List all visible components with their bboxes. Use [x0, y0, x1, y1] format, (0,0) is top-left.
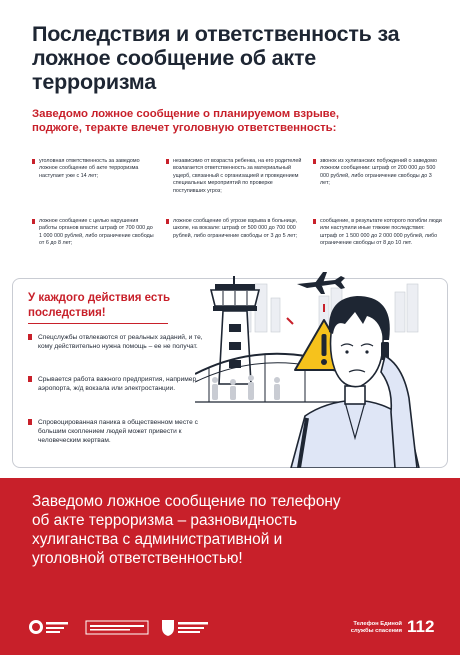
bullet-marker — [28, 334, 32, 340]
fact-text: звонок из хулиганских побуждений о заведомо ложном сообщении: штраф от 200 000 до 500 000 рублей, либо ограничение свободы до 3 лет; — [320, 158, 437, 187]
divider — [28, 323, 168, 324]
ministry-shield-logo — [162, 620, 208, 636]
government-emblem-logo — [29, 620, 68, 634]
bullet-marker — [313, 159, 316, 164]
bullet-marker — [166, 219, 169, 224]
bullet-marker — [28, 419, 32, 425]
bullet-marker — [166, 159, 169, 164]
fact-item — [313, 158, 443, 188]
hotline-label: Телефон Единой службы спасения — [350, 621, 402, 634]
fact-text: независимо от возраста ребенка, на его родителей возлагается ответственность за материальный ущерб, связанный с организацией и проведением специальных мероприятий по проверке поступивших угроз; — [173, 158, 302, 194]
airport-illustration — [195, 262, 425, 468]
fact-text: ложное сообщение об угрозе взрыва в больнице, школе, на вокзале: штраф от 500 000 до 700 000 рублей, либо ограничение свободы от 3 до 5 лет; — [173, 218, 298, 239]
consequence-text: Спровоцированная паника в общественном месте с большим скоплением людей может привести к человеческим жертвам. — [38, 419, 198, 444]
banner-text: Заведомо ложное сообщение по телефону об акте терроризма – разновидность хулиганства с административной и уголовной ответственностью! — [32, 493, 341, 567]
fact-item — [313, 218, 443, 248]
fact-item — [166, 158, 304, 195]
fact-item — [32, 218, 157, 248]
partner-logos — [28, 617, 218, 637]
consequence-text: Срывается работа важного предприятия, например, аэропорта, ж/д вокзала или электростанции. — [38, 376, 198, 392]
hotline-number: 112 — [407, 617, 435, 636]
page-title: Последствия и ответственность за ложное сообщение об акте терроризма — [32, 22, 400, 94]
fact-text: уголовная ответственность за заведомо ложное сообщение об акте терроризма наступает уже с 14 лет; — [39, 158, 140, 179]
fact-text: ложное сообщение с целью нарушения работы органов власти: штраф от 700 000 до 1 000 000 рублей, либо ограничение свободы от 6 до 8 лет; — [39, 218, 154, 247]
fact-item — [32, 158, 157, 180]
bullet-marker — [313, 219, 316, 224]
bullet-marker — [32, 159, 35, 164]
bullet-marker — [28, 376, 32, 382]
campaign-logo — [86, 621, 148, 634]
consequence-item — [28, 418, 208, 445]
consequences-title: У каждого действия есть последствия! — [28, 292, 171, 319]
fact-text: сообщение, в результате которого погибли люди или наступили иные тяжкие последствия: штраф от 1 500 000 до 2 000 000 рублей, либо ограничение свободы от 8 до 10 лет. — [320, 218, 442, 247]
consequence-text: Спецслужбы отвлекаются от реальных заданий, и те, кому действительно нужна помощь – ее не получат. — [38, 334, 203, 350]
fact-item — [166, 218, 304, 240]
facts-grid — [32, 158, 442, 268]
consequence-item — [28, 333, 208, 351]
consequence-item — [28, 375, 208, 393]
bullet-marker — [32, 219, 35, 224]
subtitle: Заведомо ложное сообщение о планируемом взрыве, поджоге, теракте влечет уголовную ответственность: — [32, 108, 340, 134]
